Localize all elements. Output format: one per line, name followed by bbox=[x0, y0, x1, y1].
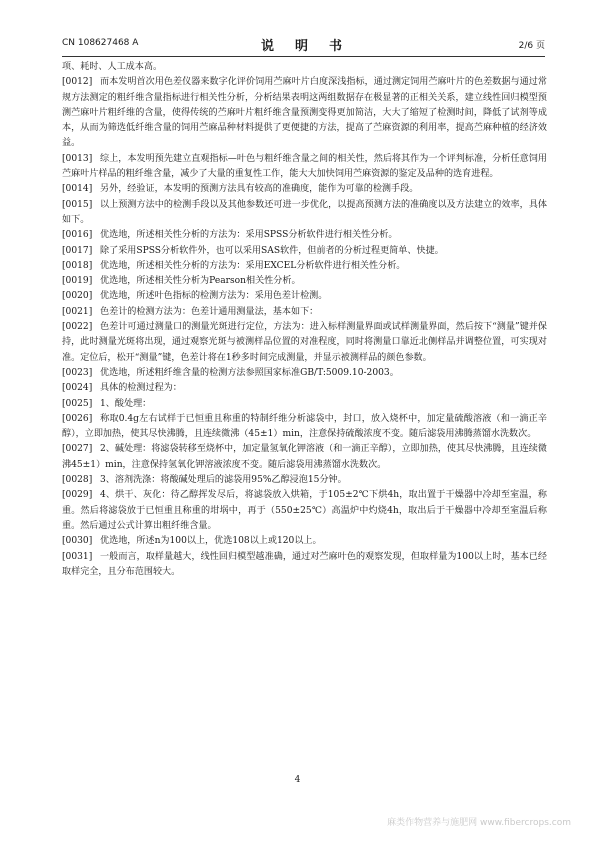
paragraph-text: 4、烘干、灰化：待乙醇挥发尽后，将滤袋放入烘箱，于105±2℃下烘4h，取出置于干燥器中冷却至室温，称重。然后将滤袋放于已恒重且称重的坩埚中，再于（550±25℃）高温炉中灼烧4h，取出后于干燥器中冷却至室温后称重。然后通过公式计算出粗纤维含量。 bbox=[62, 490, 547, 531]
paragraph-number: [0030] bbox=[62, 536, 93, 547]
paragraph bbox=[62, 182, 547, 197]
paragraph bbox=[62, 244, 547, 259]
paragraph-number: [0024] bbox=[62, 383, 93, 394]
paragraph-number: [0019] bbox=[62, 276, 93, 287]
paragraph-text: 3、溶剂洗涤：将酸碱处理后的滤袋用95%乙醇浸泡15分钟。 bbox=[100, 475, 347, 486]
paragraph-text: 除了采用SPSS分析软件外，也可以采用SAS软件，但前者的分析过程更简单、快捷。 bbox=[100, 245, 444, 256]
paragraph bbox=[62, 75, 547, 151]
paragraph bbox=[62, 381, 547, 396]
paragraph-number: [0012] bbox=[62, 77, 93, 88]
paragraph bbox=[62, 473, 547, 488]
paragraph-number: [0031] bbox=[62, 551, 93, 562]
paragraph bbox=[62, 228, 547, 243]
paragraph-number: [0023] bbox=[62, 367, 93, 378]
paragraph-text: 1、酸处理： bbox=[100, 398, 152, 409]
paragraph-number: [0022] bbox=[62, 322, 93, 333]
paragraph-text: 一般而言，取样量越大，线性回归模型越准确，通过对苎麻叶色的观察发现，但取样量为100以上时，基本已经取样完全，且分布范围较大。 bbox=[62, 551, 547, 577]
watermark: 麻类作物营养与施肥网 www.fibercrops.com bbox=[387, 818, 571, 828]
paragraph-number: [0026] bbox=[62, 413, 93, 424]
paragraph bbox=[62, 442, 547, 473]
paragraph-number: [0018] bbox=[62, 260, 93, 271]
paragraph-text: 而本发明首次用色差仪器来数字化评价饲用苎麻叶片白度深浅指标，通过测定饲用苎麻叶片的色差数据与通过常规方法测定的粗纤维含量指标进行相关性分析，分析结果表明这两组数据存在极显著的正相关关系，建立线性回归模型预测苎麻叶片粗纤维的含量，使得传统的苎麻叶片粗纤维含量预测变得更加简洁，大大了缩短了检测时间，降低了试剂等成本，从而为筛选低纤维含量的饲用苎麻品种材料提供了更便捷的方法，提高了苎麻资源的利用率，提高苎麻种植的经济效益。 bbox=[62, 77, 547, 149]
paragraph-number: [0027] bbox=[62, 444, 93, 455]
header-rule bbox=[62, 56, 545, 57]
paragraph bbox=[62, 488, 547, 534]
paragraph-text: 项、耗时、人工成本高。 bbox=[62, 62, 163, 72]
paragraph bbox=[62, 412, 547, 443]
page-number: 4 bbox=[294, 775, 301, 785]
paragraph-number: [0015] bbox=[62, 199, 93, 210]
paragraph-number: [0029] bbox=[62, 490, 93, 501]
paragraph-text: 色差计的检测方法为：色差计通用测量法，基本如下： bbox=[100, 306, 319, 317]
paragraph-text: 优选地，所述相关性分析为Pearson相关性分析。 bbox=[100, 276, 301, 287]
paragraph-number: [0013] bbox=[62, 153, 93, 164]
paragraph-text: 2、碱处理：将滤袋转移至烧杯中，加定量氢氧化钾溶液（和一滴正辛醇），立即加热，使其尽快沸腾，且连续微沸45±1）min，注意保持氢氧化钾溶液浓度不变。随后滤袋用沸蒸馏水洗数次。 bbox=[62, 444, 547, 470]
paragraph bbox=[62, 305, 547, 320]
paragraph bbox=[62, 60, 547, 75]
paragraph bbox=[62, 152, 547, 183]
paragraph bbox=[62, 274, 547, 289]
page-header bbox=[62, 36, 545, 54]
document-title: 说 明 书 bbox=[260, 39, 346, 54]
paragraph-number: [0017] bbox=[62, 245, 93, 256]
paragraph bbox=[62, 289, 547, 304]
paragraph-text: 优选地，所述n为100以上，优选108以上或120以上。 bbox=[100, 536, 322, 547]
paragraph-text: 优选地，所述相关性分析的方法为：采用SPSS分析软件进行相关性分析。 bbox=[100, 230, 398, 241]
paragraph-number: [0020] bbox=[62, 291, 93, 302]
paragraph bbox=[62, 534, 547, 549]
document-body bbox=[62, 60, 547, 580]
paragraph bbox=[62, 259, 547, 274]
paragraph-text: 优选地，所述相关性分析的方法为：采用EXCEL分析软件进行相关性分析。 bbox=[100, 260, 406, 271]
paragraph bbox=[62, 320, 547, 366]
paragraph-text: 另外，经验证，本发明的预测方法具有较高的准确度，能作为可靠的检测手段。 bbox=[100, 184, 419, 195]
paragraph-number: [0016] bbox=[62, 230, 93, 241]
paragraph-text: 综上，本发明预先建立直观指标—叶色与粗纤维含量之间的相关性，然后将其作为一个评判标准，分析任意饲用苎麻叶片样品的粗纤维含量，减少了大量的重复性工作，能大大加快饲用苎麻资源的鉴定及品种的选育进程。 bbox=[62, 153, 547, 180]
paragraph bbox=[62, 366, 547, 381]
paragraph bbox=[62, 397, 547, 412]
paragraph-number: [0028] bbox=[62, 475, 93, 486]
page-indicator: 2/6 页 bbox=[518, 41, 545, 51]
paragraph-text: 色差计可通过测量口的测量光斑进行定位，方法为：进入标样测量界面或试样测量界面，然后按下“测量”键并保持，此时测量光斑将出现，通过观察光斑与被测样品位置的对准程度，同时将测量口靠近北侧样品并调整位置，可实现对准。定位后，松开“测量”键，色差计将在1秒多时间完成测量，并显示被测样品的颜色参数。 bbox=[62, 322, 547, 363]
paragraph bbox=[62, 198, 547, 229]
paragraph-text: 优选地，所述叶色指标的检测方法为：采用色差计检测。 bbox=[100, 291, 328, 302]
paragraph-text: 具体的检测过程为： bbox=[100, 383, 182, 394]
paragraph-text: 称取0.4g左右试样于已恒重且称重的特制纤维分析滤袋中，封口，放入烧杯中，加定量硫酸溶液（和一滴正辛醇），立即加热，使其尽快沸腾，且连续微沸（45±1）min，注意保持硫酸浓度不变。随后滤袋用沸腾蒸馏水洗数次。 bbox=[62, 413, 547, 440]
paragraph-number: [0014] bbox=[62, 184, 93, 195]
paragraph-number: [0021] bbox=[62, 306, 93, 317]
paragraph-number: [0025] bbox=[62, 398, 93, 409]
paragraph-text: 优选地，所述粗纤维含量的检测方法参照国家标准GB/T:5009.10-2003。 bbox=[100, 367, 399, 378]
paragraph bbox=[62, 550, 547, 581]
paragraph-text: 以上预测方法中的检测手段以及其他参数还可进一步优化，以提高预测方法的准确度以及方法建立的效率，具体如下。 bbox=[62, 199, 547, 225]
patent-number: CN 108627468 A bbox=[62, 38, 139, 48]
